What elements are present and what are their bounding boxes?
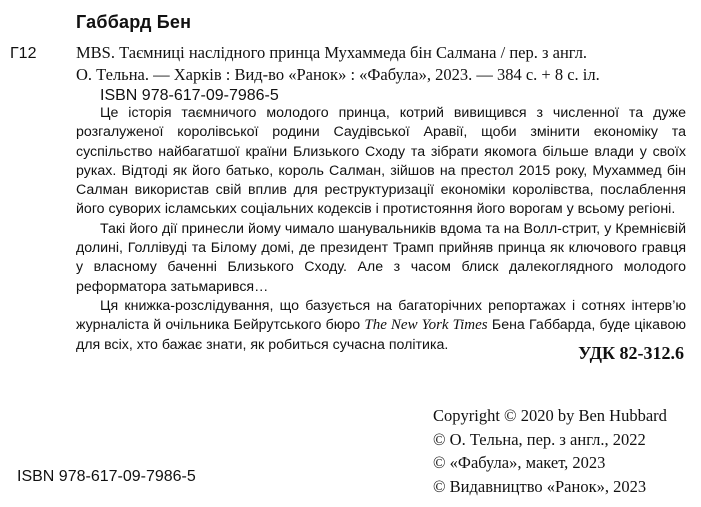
author-index-code: Г12: [10, 45, 37, 62]
author-heading: Габбард Бен: [76, 12, 192, 32]
newspaper-title: The New York Times: [364, 317, 488, 334]
copyright-line-3: © «Фабула», макет, 2023: [433, 453, 606, 473]
copyright-line-2: © О. Тельна, пер. з англ., 2022: [433, 429, 646, 449]
annotation-p3-start: Ця книжка-розслідування, що базується на багаторічних репортажах і сотнях інтерв’ю журналіста й очільника Бейрутського бюро: [76, 297, 686, 334]
bottom-isbn: ISBN 978-617-09-7986-5: [17, 468, 196, 485]
catalog-title-line: MBS. Таємниці наслідного принца Мухаммеда бін Салмана / пер. з англ.: [76, 43, 588, 62]
copyright-line-4: © Видавництво «Ранок», 2023: [433, 476, 647, 496]
annotation-paragraph-1: Це історія таємничого молодого принца, котрий вивищився з численної та дуже розгалуженої королівської родини Саудівської Аравії, щоби змінити економіку та суспільство найбагатшої країни Близького Сходу та зібрати якомога більше влади у своїх руках. Відтоді як його батько, король Салман, зійшов на престол 2015 року, Мухаммед бін Салман використав свій вплив для реструктуризації економіки королівства, послаблення його суворих ісламських соціальних кодексів і протистояння його ворогам у всьому регіоні.: [76, 105, 686, 218]
annotation-paragraph-2: Такі його дії принесли йому чимало шанувальників вдома та на Волл-стрит, у Кремнієвій долині, Голлівуді та Білому домі, де президент Трамп прийняв принца як ключового гравця у власному баченні Близького Сходу. Але з часом блиск далекоглядного молодого реформатора затьмарився…: [76, 220, 686, 295]
copyright-block: [433, 404, 695, 498]
copyright-line-1: Copyright © 2020 by Ben Hubbard: [433, 406, 667, 425]
udk-code: УДК 82-312.6: [578, 343, 684, 363]
annotation-p3-end: Бена Габбарда, буде цікавою для всіх, хто бажає знати, як робиться сучасна політика.: [76, 317, 686, 353]
annotation: [76, 104, 686, 355]
catalog-entry: [76, 42, 684, 86]
catalog-isbn: ISBN 978-617-09-7986-5: [100, 87, 279, 104]
catalog-publisher-line: О. Тельна. — Харків : Вид-во «Ранок» : «Фабула», 2023. — 384 с. + 8 с. іл.: [76, 65, 600, 84]
